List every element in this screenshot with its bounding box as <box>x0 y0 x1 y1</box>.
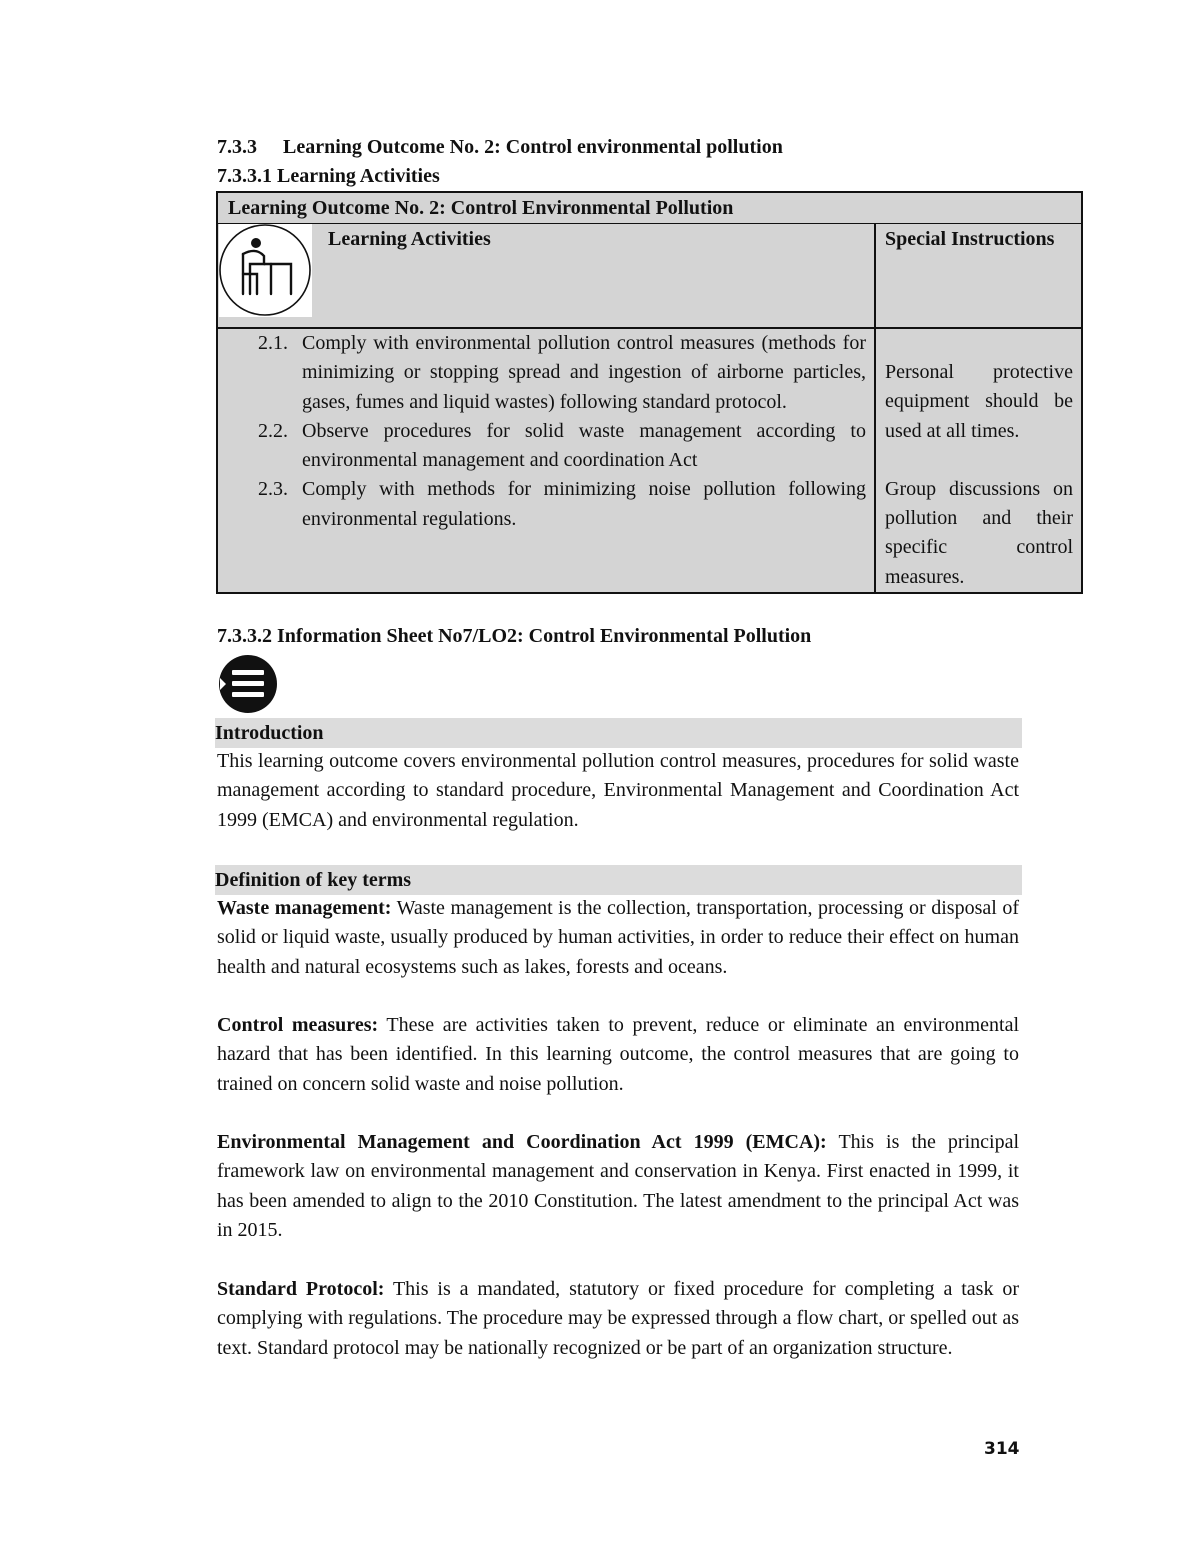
definition-paragraph <box>217 1011 1019 1099</box>
activity-text: Comply with environmental pollution control measures (methods for minimizing or stopping spread and ingestion of airborne particles, gases, fumes and liquid wastes) following standard protocol. <box>302 332 866 413</box>
special-instruction: Personal protective equipment should be used at all times. <box>885 361 1073 442</box>
activity-number: 2.2. <box>258 419 288 442</box>
activities-list <box>258 329 866 534</box>
list-item <box>258 475 866 534</box>
activity-number: 2.1. <box>258 332 288 354</box>
list-item <box>258 329 866 417</box>
table-title: Learning Outcome No. 2: Control Environmental Pollution <box>218 193 1081 224</box>
information-sheet-icon <box>216 654 280 714</box>
outcome-title: Learning Outcome No. 2: Control environmental pollution <box>283 136 783 158</box>
person-at-desk-icon <box>219 224 312 317</box>
special-instruction: Group discussions on pollution and their specific control measures. <box>885 477 1073 588</box>
definition-text: This is the principal framework law on environmental management and conservation in Kenya. First enacted in 1999, it has been amended to align to the 2010 Constitution. The latest amendment to the principal Act was in 2015. <box>217 1131 1020 1241</box>
activity-number: 2.3. <box>258 478 288 501</box>
definition-term: Environmental Management and Coordination Act 1999 (EMCA): <box>217 1131 827 1153</box>
introduction-text: This learning outcome covers environmental pollution control measures, procedures for solid waste management according to standard procedure, Environmental Management and Coordination Act 1999 (EMCA) and environmental regulation. <box>217 750 1019 831</box>
definition-paragraph <box>217 1128 1019 1245</box>
activity-text: Comply with methods for minimizing noise pollution following environmental regulations. <box>302 478 866 530</box>
introduction-heading: Introduction <box>215 718 1022 748</box>
special-instructions <box>885 358 1073 592</box>
learning-activities-header: Learning Activities <box>328 228 491 250</box>
page-number: 314 <box>984 1439 1020 1459</box>
info-sheet-heading: 7.3.3.2 Information Sheet No7/LO2: Control Environmental Pollution <box>217 625 812 647</box>
outcome-heading <box>217 133 783 161</box>
definition-term: Control measures: <box>217 1014 379 1036</box>
column-divider <box>874 224 876 592</box>
learning-activities-table <box>216 191 1083 594</box>
activities-heading: 7.3.3.1 Learning Activities <box>217 165 440 187</box>
definition-paragraph <box>217 894 1019 982</box>
definition-term: Waste management: <box>217 897 392 919</box>
activity-text: Observe procedures for solid waste management according to environmental management and coordination Act <box>302 419 866 472</box>
outcome-number: 7.3.3 <box>217 136 257 158</box>
definition-text: Waste management is the collection, transportation, processing or disposal of solid or liquid waste, usually produced by human activities, in order to reduce their effect on human health and natural ecosystems such as lakes, forests and oceans. <box>217 897 1019 978</box>
definition-text: This is a mandated, statutory or fixed procedure for completing a task or complying with regulations. The procedure may be expressed through a flow chart, or spelled out as text. Standard protocol may be nationally recognized or be part of an organization structure. <box>217 1278 1020 1359</box>
definition-text: These are activities taken to prevent, reduce or eliminate an environmental hazard that has been identified. In this learning outcome, the control measures that are going to trained on concern solid waste and noise pollution. <box>217 1014 1020 1095</box>
list-item <box>258 417 866 476</box>
definitions-heading: Definition of key terms <box>215 865 1022 895</box>
definition-paragraph <box>217 1275 1019 1363</box>
definition-term: Standard Protocol: <box>217 1278 385 1300</box>
special-instructions-header: Special Instructions <box>885 228 1055 250</box>
